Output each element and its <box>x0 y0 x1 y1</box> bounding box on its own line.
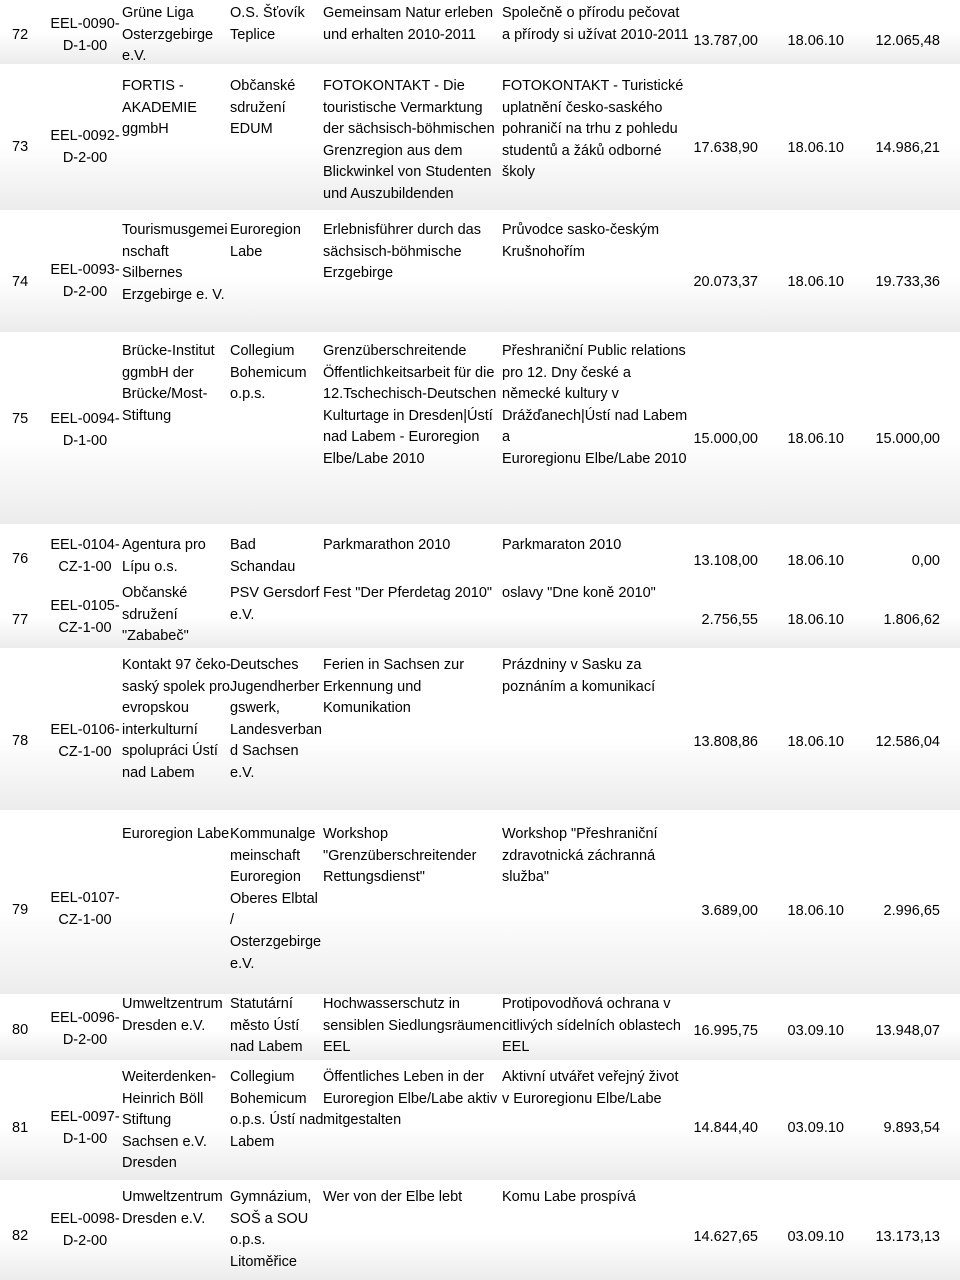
project-partner <box>230 220 322 263</box>
project-title-cz <box>502 220 688 263</box>
cell-line: FOTOKONTAKT - Die <box>323 78 465 94</box>
row-number: 79 <box>12 902 29 918</box>
eu-amount: 9.893,54 <box>883 1120 940 1136</box>
cell-line: Euroregion Elbe/Labe aktiv <box>323 1090 498 1107</box>
cell-line: Grenzregion aus dem <box>323 142 463 159</box>
cell-line: CZ-1-00 <box>58 619 112 636</box>
eu-amount: 15.000,00 <box>875 431 940 447</box>
cell-line: Aktivní utvářet veřejný život <box>502 1069 679 1085</box>
total-amount: 14.627,65 <box>693 1229 758 1245</box>
lead-partner <box>122 583 228 648</box>
cell-line: Protipovodňová ochrana v <box>502 996 671 1012</box>
cell-line: Erzgebirge e. V. <box>122 286 225 303</box>
eu-amount: 2.996,65 <box>883 903 940 919</box>
cell-line: und erhalten 2010-2011 <box>323 26 476 43</box>
cell-line: D-1-00 <box>62 432 108 449</box>
cell-line: D-2-00 <box>62 1031 108 1048</box>
project-partner <box>230 1067 322 1153</box>
row-number: 77 <box>12 612 29 628</box>
lead-partner <box>122 76 228 141</box>
row-number: 81 <box>12 1120 29 1136</box>
eu-amount: 19.733,36 <box>875 274 940 290</box>
cell-line: Erkennung und <box>323 678 422 695</box>
cell-line: Brücke/Most- <box>122 386 208 403</box>
cell-line: Euroregion <box>230 869 301 886</box>
cell-line: EEL-0098- <box>50 1211 120 1227</box>
project-partner <box>230 341 322 406</box>
project-title-de <box>323 535 499 557</box>
cell-line: Průvodce sasko-českým <box>502 222 660 238</box>
approval-date: 18.06.10 <box>787 431 844 447</box>
cell-line: EDUM <box>230 121 273 138</box>
cell-line: D-1-00 <box>62 37 108 54</box>
cell-line: nschaft <box>122 243 169 260</box>
cell-line: EEL-0092- <box>50 128 120 144</box>
cell-line: e.V. <box>230 764 255 781</box>
project-title-cz <box>502 1067 688 1110</box>
project-title-de <box>323 76 499 206</box>
project-title-de <box>323 1187 499 1209</box>
cell-line: EEL-0105- <box>50 598 120 614</box>
project-code <box>50 535 120 578</box>
cell-line: město Ústí <box>230 1017 300 1034</box>
project-title-de <box>323 994 502 1059</box>
cell-line: Fest "Der Pferdetag 2010" <box>323 585 493 601</box>
cell-line: CZ-1-00 <box>58 743 112 760</box>
cell-line: Umweltzentrum <box>122 1189 223 1205</box>
cell-line: o.p.s. <box>230 1232 266 1249</box>
cell-line: EEL-0104- <box>50 537 120 553</box>
cell-line: und Auszubildenden <box>323 185 454 202</box>
project-partner <box>230 535 322 578</box>
cell-line: oslavy "Dne koně 2010" <box>502 585 656 601</box>
approval-date: 18.06.10 <box>787 553 844 569</box>
lead-partner <box>122 1067 228 1175</box>
project-title-cz <box>502 3 688 46</box>
cell-line: služba" <box>502 869 550 886</box>
cell-line: ggmbH <box>122 121 169 138</box>
cell-line: Collegium <box>230 1069 295 1085</box>
eu-amount: 14.986,21 <box>875 140 940 156</box>
cell-line: 12.Tschechisch-Deutschen <box>323 386 497 403</box>
eu-amount: 13.173,13 <box>875 1229 940 1245</box>
cell-line: D-2-00 <box>62 283 108 300</box>
cell-line: Parkmaraton 2010 <box>502 537 622 553</box>
cell-line: FOTOKONTAKT - Turistické <box>502 78 684 94</box>
cell-line: spolupráci Ústí <box>122 743 218 760</box>
cell-line: Komu Labe prospívá <box>502 1189 636 1205</box>
cell-line: v Euroregionu Elbe/Labe <box>502 1090 662 1107</box>
project-code <box>50 720 120 763</box>
project-title-cz <box>502 1187 688 1209</box>
cell-line: Ferien in Sachsen zur <box>323 657 465 673</box>
cell-line: o.p.s. <box>230 386 266 403</box>
cell-line: Öffentlichkeitsarbeit für die <box>323 364 495 381</box>
lead-partner <box>122 220 228 306</box>
cell-line: Elbe/Labe 2010 <box>323 450 425 467</box>
project-title-cz <box>502 76 688 184</box>
cell-line: Landesverban <box>230 721 322 738</box>
project-title-cz <box>502 341 688 471</box>
cell-line: pro 12. Dny české a <box>502 364 631 381</box>
cell-line: Blickwinkel von Studenten <box>323 164 492 181</box>
cell-line: Workshop "Přeshraniční <box>502 826 658 842</box>
project-title-de <box>323 220 499 285</box>
cell-line: O.S. Šťovík <box>230 5 305 21</box>
cell-line: Lípu o.s. <box>122 558 178 575</box>
total-amount: 15.000,00 <box>693 431 758 447</box>
project-title-cz <box>502 655 688 698</box>
cell-line: Stiftung <box>122 407 172 424</box>
cell-line: Rettungsdienst" <box>323 869 425 886</box>
cell-line: EEL-0096- <box>50 1010 120 1026</box>
cell-line: D-2-00 <box>62 1232 108 1249</box>
cell-line: pohraničí na trhu z pohledu <box>502 121 678 138</box>
cell-line: AKADEMIE <box>122 99 197 116</box>
project-code <box>50 126 120 169</box>
eu-amount: 1.806,62 <box>883 612 940 628</box>
cell-line: Gymnázium, <box>230 1189 312 1205</box>
cell-line: Weiterdenken- <box>122 1069 217 1085</box>
total-amount: 13.808,86 <box>693 734 758 750</box>
cell-line: školy <box>502 164 536 181</box>
lead-partner <box>122 3 228 68</box>
cell-line: mitgestalten <box>323 1112 402 1129</box>
cell-line: Erlebnisführer durch das <box>323 222 481 238</box>
project-partner <box>230 655 322 785</box>
cell-line: o.p.s. Ústí nad <box>230 1112 324 1129</box>
total-amount: 14.844,40 <box>693 1120 758 1136</box>
lead-partner <box>122 994 228 1037</box>
cell-line: uplatnění česko-saského <box>502 99 663 116</box>
cell-line: der sächsisch-böhmischen <box>323 121 495 138</box>
cell-line: Euroregion <box>230 222 301 238</box>
cell-line: Občanské <box>122 585 188 601</box>
cell-line: Dresden e.V. <box>122 1210 206 1227</box>
project-partner <box>230 994 322 1059</box>
row-number: 80 <box>12 1022 29 1038</box>
cell-line: Kommunalge <box>230 826 316 842</box>
cell-line: EEL-0097- <box>50 1109 120 1125</box>
cell-line: Agentura pro <box>122 537 206 553</box>
cell-line: d Sachsen <box>230 743 299 760</box>
row-number: 76 <box>12 551 29 567</box>
cell-line: PSV Gersdorf <box>230 585 320 601</box>
cell-line: sdružení <box>122 606 178 623</box>
row-number: 74 <box>12 274 29 290</box>
total-amount: 17.638,90 <box>693 140 758 156</box>
cell-line: Sachsen e.V. <box>122 1133 207 1150</box>
row-number: 73 <box>12 139 29 155</box>
cell-line: Kulturtage in Dresden|Ústí <box>323 407 493 424</box>
cell-line: Labem <box>230 1133 275 1150</box>
cell-line: Gemeinsam Natur erleben <box>323 5 494 21</box>
cell-line: EEL-0107- <box>50 890 120 906</box>
project-partner <box>230 824 322 975</box>
eu-amount: 12.065,48 <box>875 33 940 49</box>
cell-line: Oberes Elbtal <box>230 890 318 907</box>
cell-line: nad Labem <box>230 1039 303 1056</box>
cell-line: Prázdniny v Sasku za <box>502 657 642 673</box>
cell-line: Öffentliches Leben in der <box>323 1069 484 1085</box>
cell-line: meinschaft <box>230 847 301 864</box>
cell-line: Labe <box>230 243 263 260</box>
cell-line: Brücke-Institut <box>122 343 215 359</box>
cell-line: sächsisch-böhmische <box>323 243 462 260</box>
cell-line: Krušnohořím <box>502 243 586 260</box>
cell-line: EEL-0090- <box>50 16 120 32</box>
cell-line: sensiblen Siedlungsräumen <box>323 1017 502 1034</box>
row-number: 75 <box>12 411 29 427</box>
cell-line: EEL <box>502 1039 530 1056</box>
cell-line: Dresden <box>122 1155 177 1172</box>
cell-line: CZ-1-00 <box>58 558 112 575</box>
cell-line: EEL-0094- <box>50 411 120 427</box>
lead-partner <box>122 824 228 846</box>
cell-line: Wer von der Elbe lebt <box>323 1189 463 1205</box>
cell-line: Společně o přírodu pečovat <box>502 5 680 21</box>
cell-line: touristische Vermarktung <box>323 99 483 116</box>
cell-line: Workshop <box>323 826 389 842</box>
cell-line: Heinrich Böll <box>122 1090 204 1107</box>
project-partner <box>230 76 322 141</box>
project-title-de <box>323 341 499 471</box>
row-number: 72 <box>12 27 29 43</box>
cell-line: Grüne Liga <box>122 5 194 21</box>
cell-line: SOŠ a SOU <box>230 1210 309 1227</box>
cell-line: německé kultury v <box>502 386 619 403</box>
cell-line: Statutární <box>230 996 293 1012</box>
cell-line: Umweltzentrum <box>122 996 223 1012</box>
approval-date: 03.09.10 <box>787 1023 844 1039</box>
approval-date: 03.09.10 <box>787 1229 844 1245</box>
cell-line: Hochwasserschutz in <box>323 996 460 1012</box>
cell-line: e.V. <box>122 48 147 65</box>
project-title-cz <box>502 583 688 605</box>
cell-line: zdravotnická záchranná <box>502 847 656 864</box>
approval-date: 18.06.10 <box>787 33 844 49</box>
cell-line: Jugendherber <box>230 678 320 695</box>
cell-line: a přírody si užívat 2010-2011 <box>502 26 689 43</box>
cell-line: Erzgebirge <box>323 265 394 282</box>
project-code <box>50 1209 120 1252</box>
cell-line: ggmbH der <box>122 364 194 381</box>
project-code <box>50 14 120 57</box>
project-code <box>50 1107 120 1150</box>
cell-line: Bad <box>230 537 256 553</box>
cell-line: Osterzgebirge <box>230 933 322 950</box>
cell-line: Dresden e.V. <box>122 1017 206 1034</box>
cell-line: studentů a žáků odborné <box>502 142 662 159</box>
lead-partner <box>122 655 231 785</box>
cell-line: Deutsches <box>230 657 299 673</box>
cell-line: Kontakt 97 čeko- <box>122 657 231 673</box>
cell-line: e.V. <box>230 955 255 972</box>
project-code <box>50 888 120 931</box>
total-amount: 20.073,37 <box>693 274 758 290</box>
project-title-cz <box>502 994 688 1059</box>
cell-line: Přeshraniční Public relations <box>502 343 686 359</box>
eu-amount: 0,00 <box>911 553 940 569</box>
cell-line: Litoměřice <box>230 1253 297 1270</box>
project-title-de <box>323 3 499 46</box>
cell-line: evropskou <box>122 700 189 717</box>
cell-line: Stiftung <box>122 1112 172 1129</box>
total-amount: 3.689,00 <box>701 903 758 919</box>
approval-date: 18.06.10 <box>787 734 844 750</box>
cell-line: poznáním a komunikací <box>502 678 656 695</box>
cell-line: Tourismusgemei <box>122 222 228 238</box>
approval-date: 18.06.10 <box>787 612 844 628</box>
project-title-de <box>323 583 499 605</box>
cell-line: D-2-00 <box>62 149 108 166</box>
approval-date: 18.06.10 <box>787 903 844 919</box>
project-partner <box>230 3 322 46</box>
cell-line: Komunikation <box>323 700 411 717</box>
cell-line: nad Labem - Euroregion <box>323 429 480 446</box>
cell-line: citlivých sídelních oblastech <box>502 1017 681 1034</box>
eu-amount: 13.948,07 <box>875 1023 940 1039</box>
project-title-de <box>323 655 499 720</box>
approval-date: 18.06.10 <box>787 274 844 290</box>
cell-line: CZ-1-00 <box>58 911 112 928</box>
project-title-de <box>323 824 499 889</box>
cell-line: Drážďanech|Ústí nad Labem <box>502 407 688 424</box>
project-code <box>50 260 120 303</box>
eu-amount: 12.586,04 <box>875 734 940 750</box>
cell-line: D-1-00 <box>62 1130 108 1147</box>
row-number: 82 <box>12 1228 29 1244</box>
project-code <box>50 1008 120 1051</box>
approval-date: 03.09.10 <box>787 1120 844 1136</box>
cell-line: EEL-0093- <box>50 262 120 278</box>
total-amount: 13.787,00 <box>693 33 758 49</box>
lead-partner <box>122 341 228 427</box>
cell-line: Bohemicum <box>230 1090 307 1107</box>
cell-line: Osterzgebirge <box>122 26 214 43</box>
total-amount: 2.756,55 <box>701 612 758 628</box>
cell-line: EEL-0106- <box>50 722 120 738</box>
cell-line: nad Labem <box>122 764 195 781</box>
cell-line: saský spolek pro <box>122 678 230 695</box>
cell-line: "Zababeč" <box>122 628 189 645</box>
lead-partner <box>122 1187 228 1230</box>
cell-line: sdružení <box>230 99 286 116</box>
total-amount: 13.108,00 <box>693 553 758 569</box>
approval-date: 18.06.10 <box>787 140 844 156</box>
cell-line: e.V. <box>230 606 255 623</box>
cell-line: Občanské <box>230 78 296 94</box>
cell-line: a <box>502 429 511 446</box>
cell-line: "Grenzüberschreitender <box>323 847 477 864</box>
cell-line: EEL <box>323 1039 351 1056</box>
cell-line: interkulturní <box>122 721 198 738</box>
cell-line: FORTIS - <box>122 78 184 94</box>
project-title-de <box>323 1067 499 1132</box>
project-code <box>50 409 120 452</box>
cell-line: Schandau <box>230 558 296 575</box>
project-code <box>50 596 120 639</box>
total-amount: 16.995,75 <box>693 1023 758 1039</box>
cell-line: Teplice <box>230 26 276 43</box>
cell-line: / <box>230 912 235 929</box>
lead-partner <box>122 535 228 578</box>
cell-line: Collegium <box>230 343 295 359</box>
row-number: 78 <box>12 733 29 749</box>
project-partner <box>230 583 322 626</box>
project-title-cz <box>502 824 688 889</box>
cell-line: Euroregionu Elbe/Labe 2010 <box>502 450 687 467</box>
cell-line: Grenzüberschreitende <box>323 343 467 359</box>
cell-line: Bohemicum <box>230 364 307 381</box>
cell-line: Euroregion Labe <box>122 826 230 842</box>
cell-line: gswerk, <box>230 700 280 717</box>
project-partner <box>230 1187 322 1273</box>
cell-line: Parkmarathon 2010 <box>323 537 451 553</box>
project-title-cz <box>502 535 688 557</box>
cell-line: Silbernes <box>122 265 183 282</box>
